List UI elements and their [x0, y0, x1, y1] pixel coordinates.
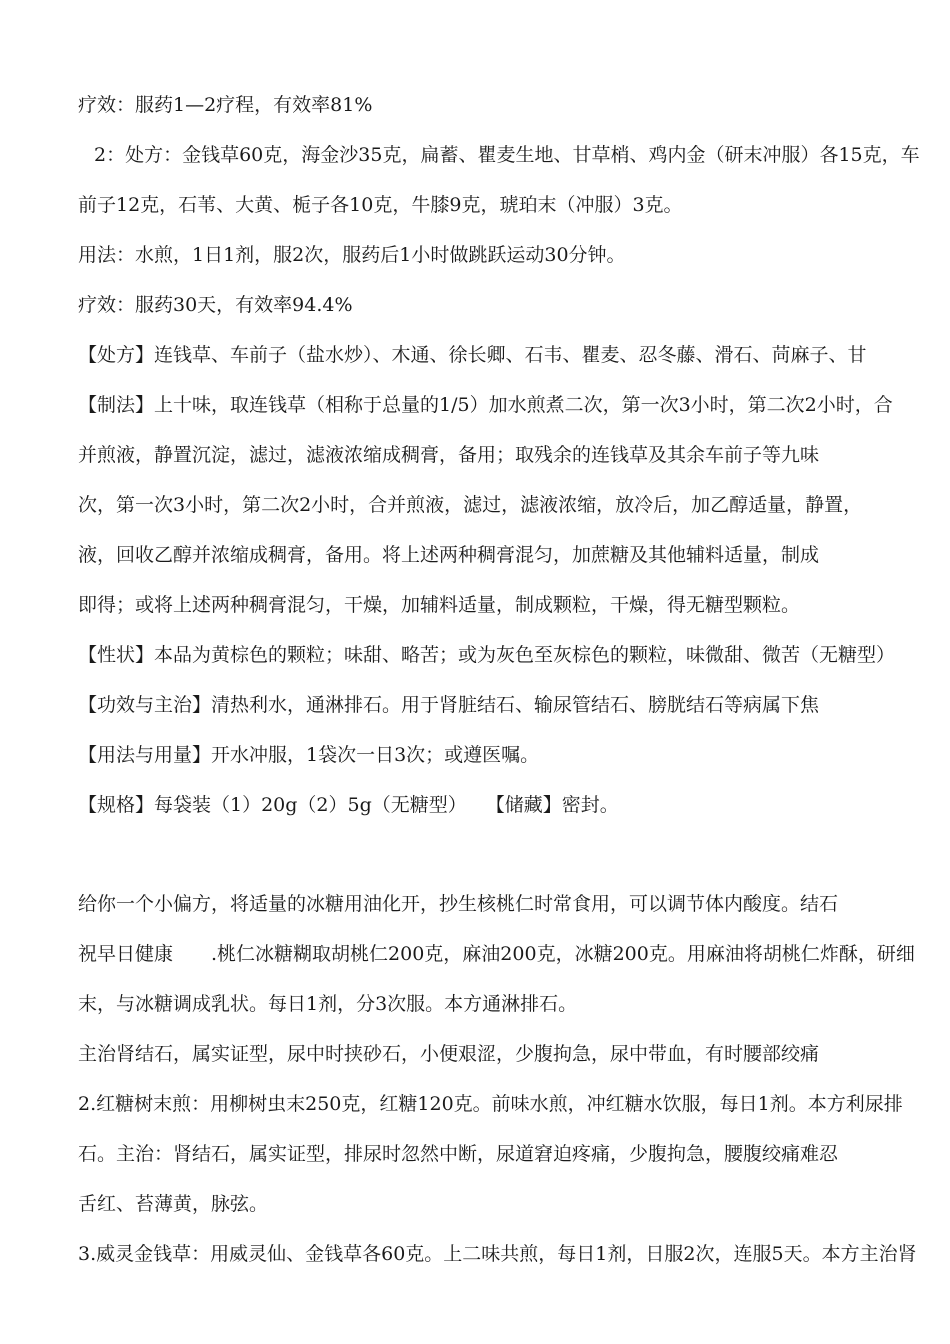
- text-line: 2：处方：金钱草60克，海金沙35克，扁蓄、瞿麦生地、甘草梢、鸡内金（研末冲服）各15克，车: [94, 144, 920, 166]
- text-line: 石。主治：肾结石，属实证型，排尿时忽然中断，尿道窘迫疼痛，少腹拘急，腰腹绞痛难忍: [78, 1143, 839, 1165]
- text-line: 【处方】连钱草、车前子（盐水炒）、木通、徐长卿、石韦、瞿麦、忍冬藤、滑石、苘麻子、甘: [78, 344, 867, 366]
- text-line: 并煎液，静置沉淀，滤过，滤液浓缩成稠膏，备用；取残余的连钱草及其余车前子等九味: [78, 444, 820, 466]
- text-line: 【性状】本品为黄棕色的颗粒；味甜、略苦；或为灰色至灰棕色的颗粒，味微甜、微苦（无糖型）: [78, 644, 896, 666]
- text-line: 疗效：服药30天，有效率94.4%: [78, 294, 353, 316]
- text-line: 次，第一次3小时，第二次2小时，合并煎液，滤过，滤液浓缩，放冷后，加乙醇适量，静置，: [78, 494, 863, 516]
- text-line: 主治肾结石，属实证型，尿中时挟砂石，小便艰涩，少腹拘急，尿中带血，有时腰部绞痛: [78, 1043, 820, 1065]
- text-line: 舌红、苔薄黄，脉弦。: [78, 1193, 269, 1215]
- text-line: 疗效：服药1—2疗程，有效率81%: [78, 94, 373, 116]
- text-line: 末，与冰糖调成乳状。每日1剂，分3次服。本方通淋排石。: [78, 993, 578, 1015]
- text-line: 【制法】上十味，取连钱草（相称于总量的1/5）加水煎煮二次，第一次3小时，第二次2小时，合: [78, 394, 893, 416]
- text-line: 【规格】每袋装（1）20g（2）5g（无糖型） 【储藏】密封。: [78, 794, 619, 816]
- text-line: 前子12克，石苇、大黄、栀子各10克，牛膝9克，琥珀末（冲服）3克。: [78, 194, 683, 216]
- text-line: 即得；或将上述两种稠膏混匀，干燥，加辅料适量，制成颗粒，干燥，得无糖型颗粒。: [78, 594, 801, 616]
- text-line: 【用法与用量】开水冲服，1袋次一日3次；或遵医嘱。: [78, 744, 540, 766]
- text-line: 祝早日健康 .桃仁冰糖糊取胡桃仁200克，麻油200克，冰糖200克。用麻油将胡桃仁炸酥，研细: [78, 943, 915, 965]
- text-line: 给你一个小偏方，将适量的冰糖用油化开，抄生核桃仁时常食用，可以调节体内酸度。结石: [78, 893, 839, 915]
- text-line: 用法：水煎，1日1剂，服2次，服药后1小时做跳跃运动30分钟。: [78, 244, 626, 266]
- text-line: 2.红糖树末煎：用柳树虫末250克，红糖120克。前味水煎，冲红糖水饮服，每日1剂。本方利尿排: [78, 1093, 903, 1115]
- text-line: 液，回收乙醇并浓缩成稠膏，备用。将上述两种稠膏混匀，加蔗糖及其他辅料适量，制成: [78, 544, 820, 566]
- text-line: 【功效与主治】清热利水，通淋排石。用于肾脏结石、输尿管结石、膀胱结石等病属下焦: [78, 694, 820, 716]
- text-line: 3.威灵金钱草：用威灵仙、金钱草各60克。上二味共煎，每日1剂，日服2次，连服5天。本方主治肾: [78, 1243, 917, 1265]
